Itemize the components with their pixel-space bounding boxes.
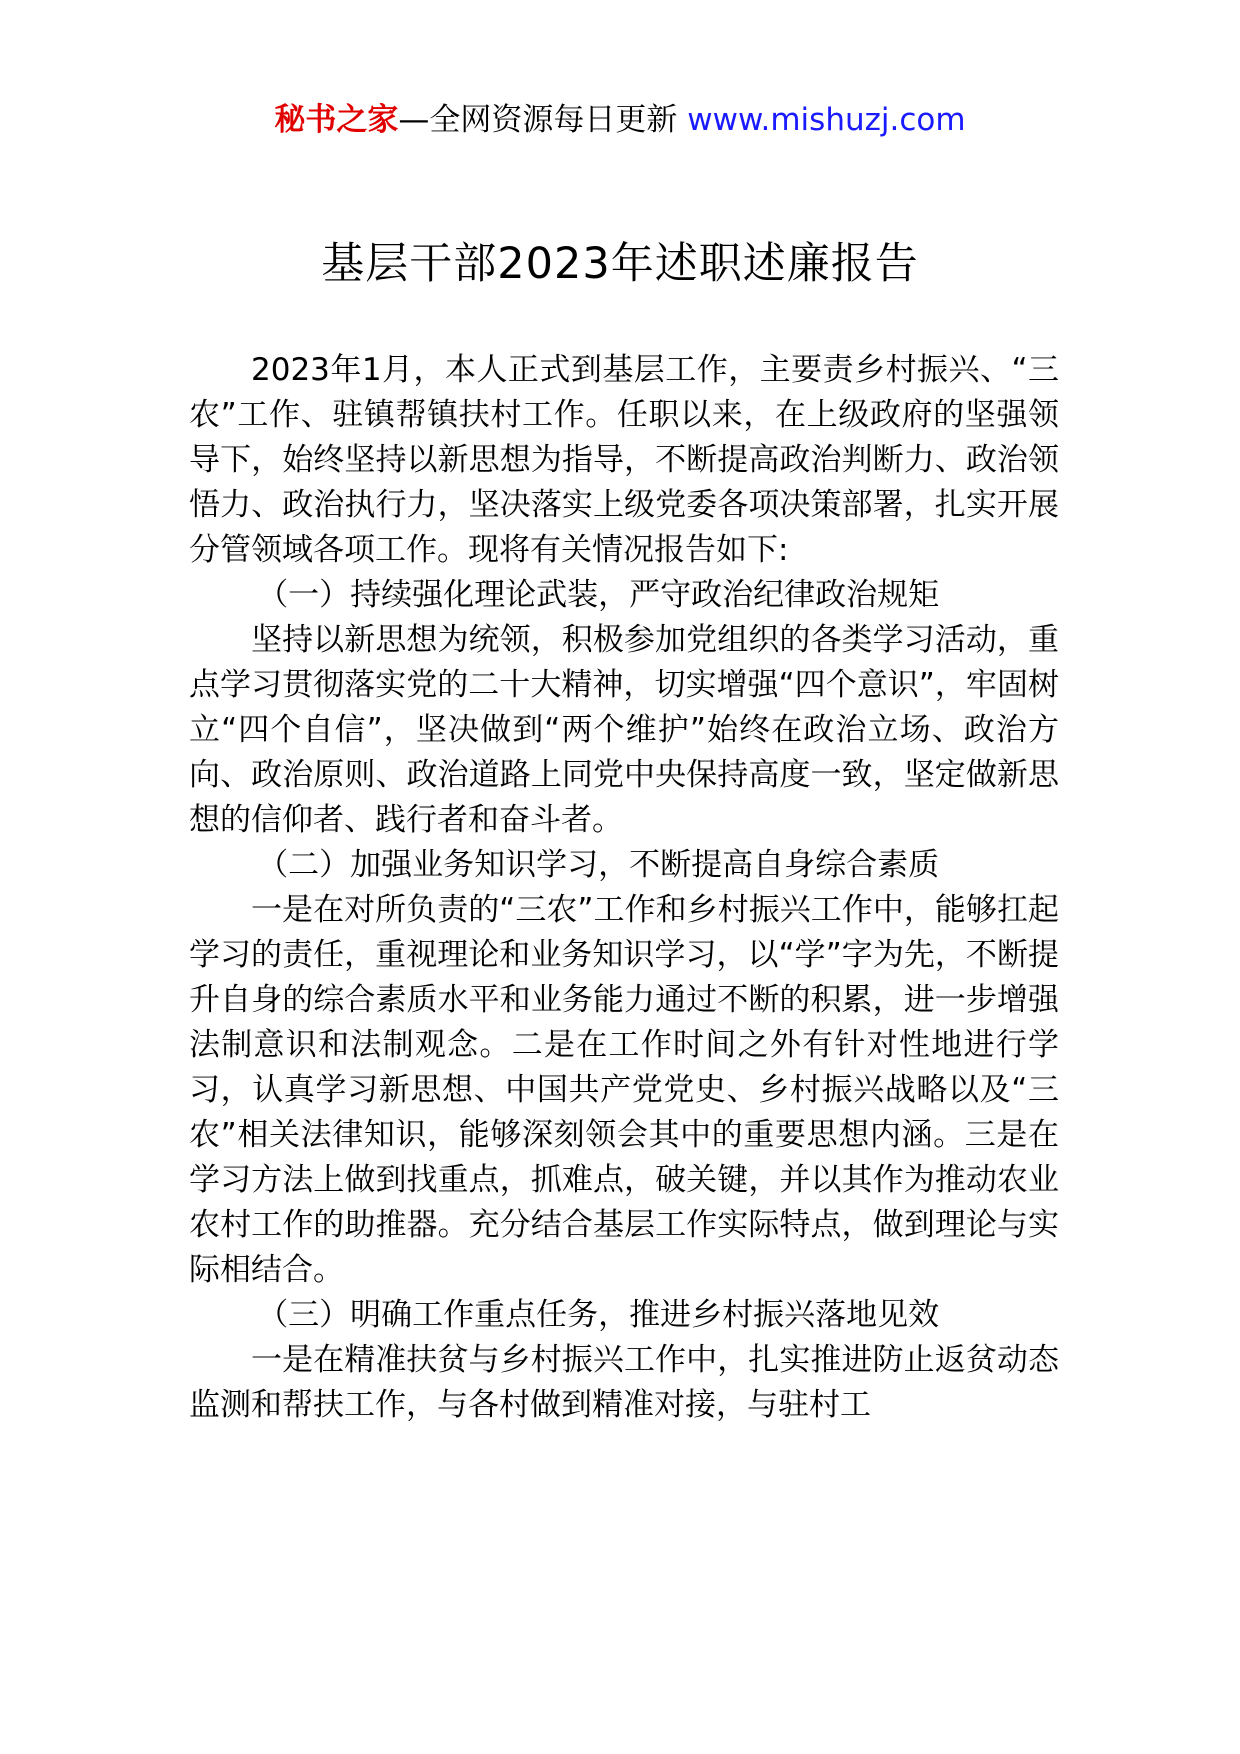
site-header [0, 100, 1240, 140]
section-paragraph-3: 一是在精准扶贫与乡村振兴工作中，扎实推进防止返贫动态监测和帮扶工作，与各村做到精准对接，与驻村工 [189, 1342, 1059, 1423]
site-brand: 秘书之家 [274, 102, 399, 138]
section-heading-3: （三）明确工作重点任务，推进乡村振兴落地见效 [257, 1297, 940, 1333]
section-heading-2: （二）加强业务知识学习，不断提高自身综合素质 [257, 847, 940, 883]
intro-paragraph: 2023年1月，本人正式到基层工作，主要责乡村振兴、“三农”工作、驻镇帮镇扶村工作。任职以来，在上级政府的坚强领导下，始终坚持以新思想为指导，不断提高政治判断力、政治领悟力、政治执行力，坚决落实上级党委各项决策部署，扎实开展分管领域各项工作。现将有关情况报告如下: [189, 352, 1059, 568]
section-paragraph-1: 坚持以新思想为统领，积极参加党组织的各类学习活动，重点学习贯彻落实党的二十大精神，切实增强“四个意识”，牢固树立“四个自信”，坚决做到“两个维护”始终在政治立场、政治方向、政治原则、政治道路上同党中央保持高度一致，坚定做新思想的信仰者、践行者和奋斗者。 [189, 622, 1059, 838]
site-tagline: —全网资源每日更新 [398, 102, 688, 138]
section-paragraph-2: 一是在对所负责的“三农”工作和乡村振兴工作中，能够扛起学习的责任，重视理论和业务知识学习，以“学”字为先，不断提升自身的综合素质水平和业务能力通过不断的积累，进一步增强法制意识和法制观念。二是在工作时间之外有针对性地进行学习，认真学习新思想、中国共产党党史、乡村振兴战略以及“三农”相关法律知识，能够深刻领会其中的重要思想内涵。三是在学习方法上做到找重点，抓难点，破关键，并以其作为推动农业农村工作的助推器。充分结合基层工作实际特点，做到理论与实际相结合。 [189, 892, 1059, 1288]
section-heading-1: （一）持续强化理论武装，严守政治纪律政治规矩 [257, 577, 940, 613]
document-body [189, 348, 1059, 1428]
document-title: 基层干部2023年述职述廉报告 [321, 239, 919, 289]
site-url-link[interactable]: www.mishuzj.com [687, 102, 966, 138]
